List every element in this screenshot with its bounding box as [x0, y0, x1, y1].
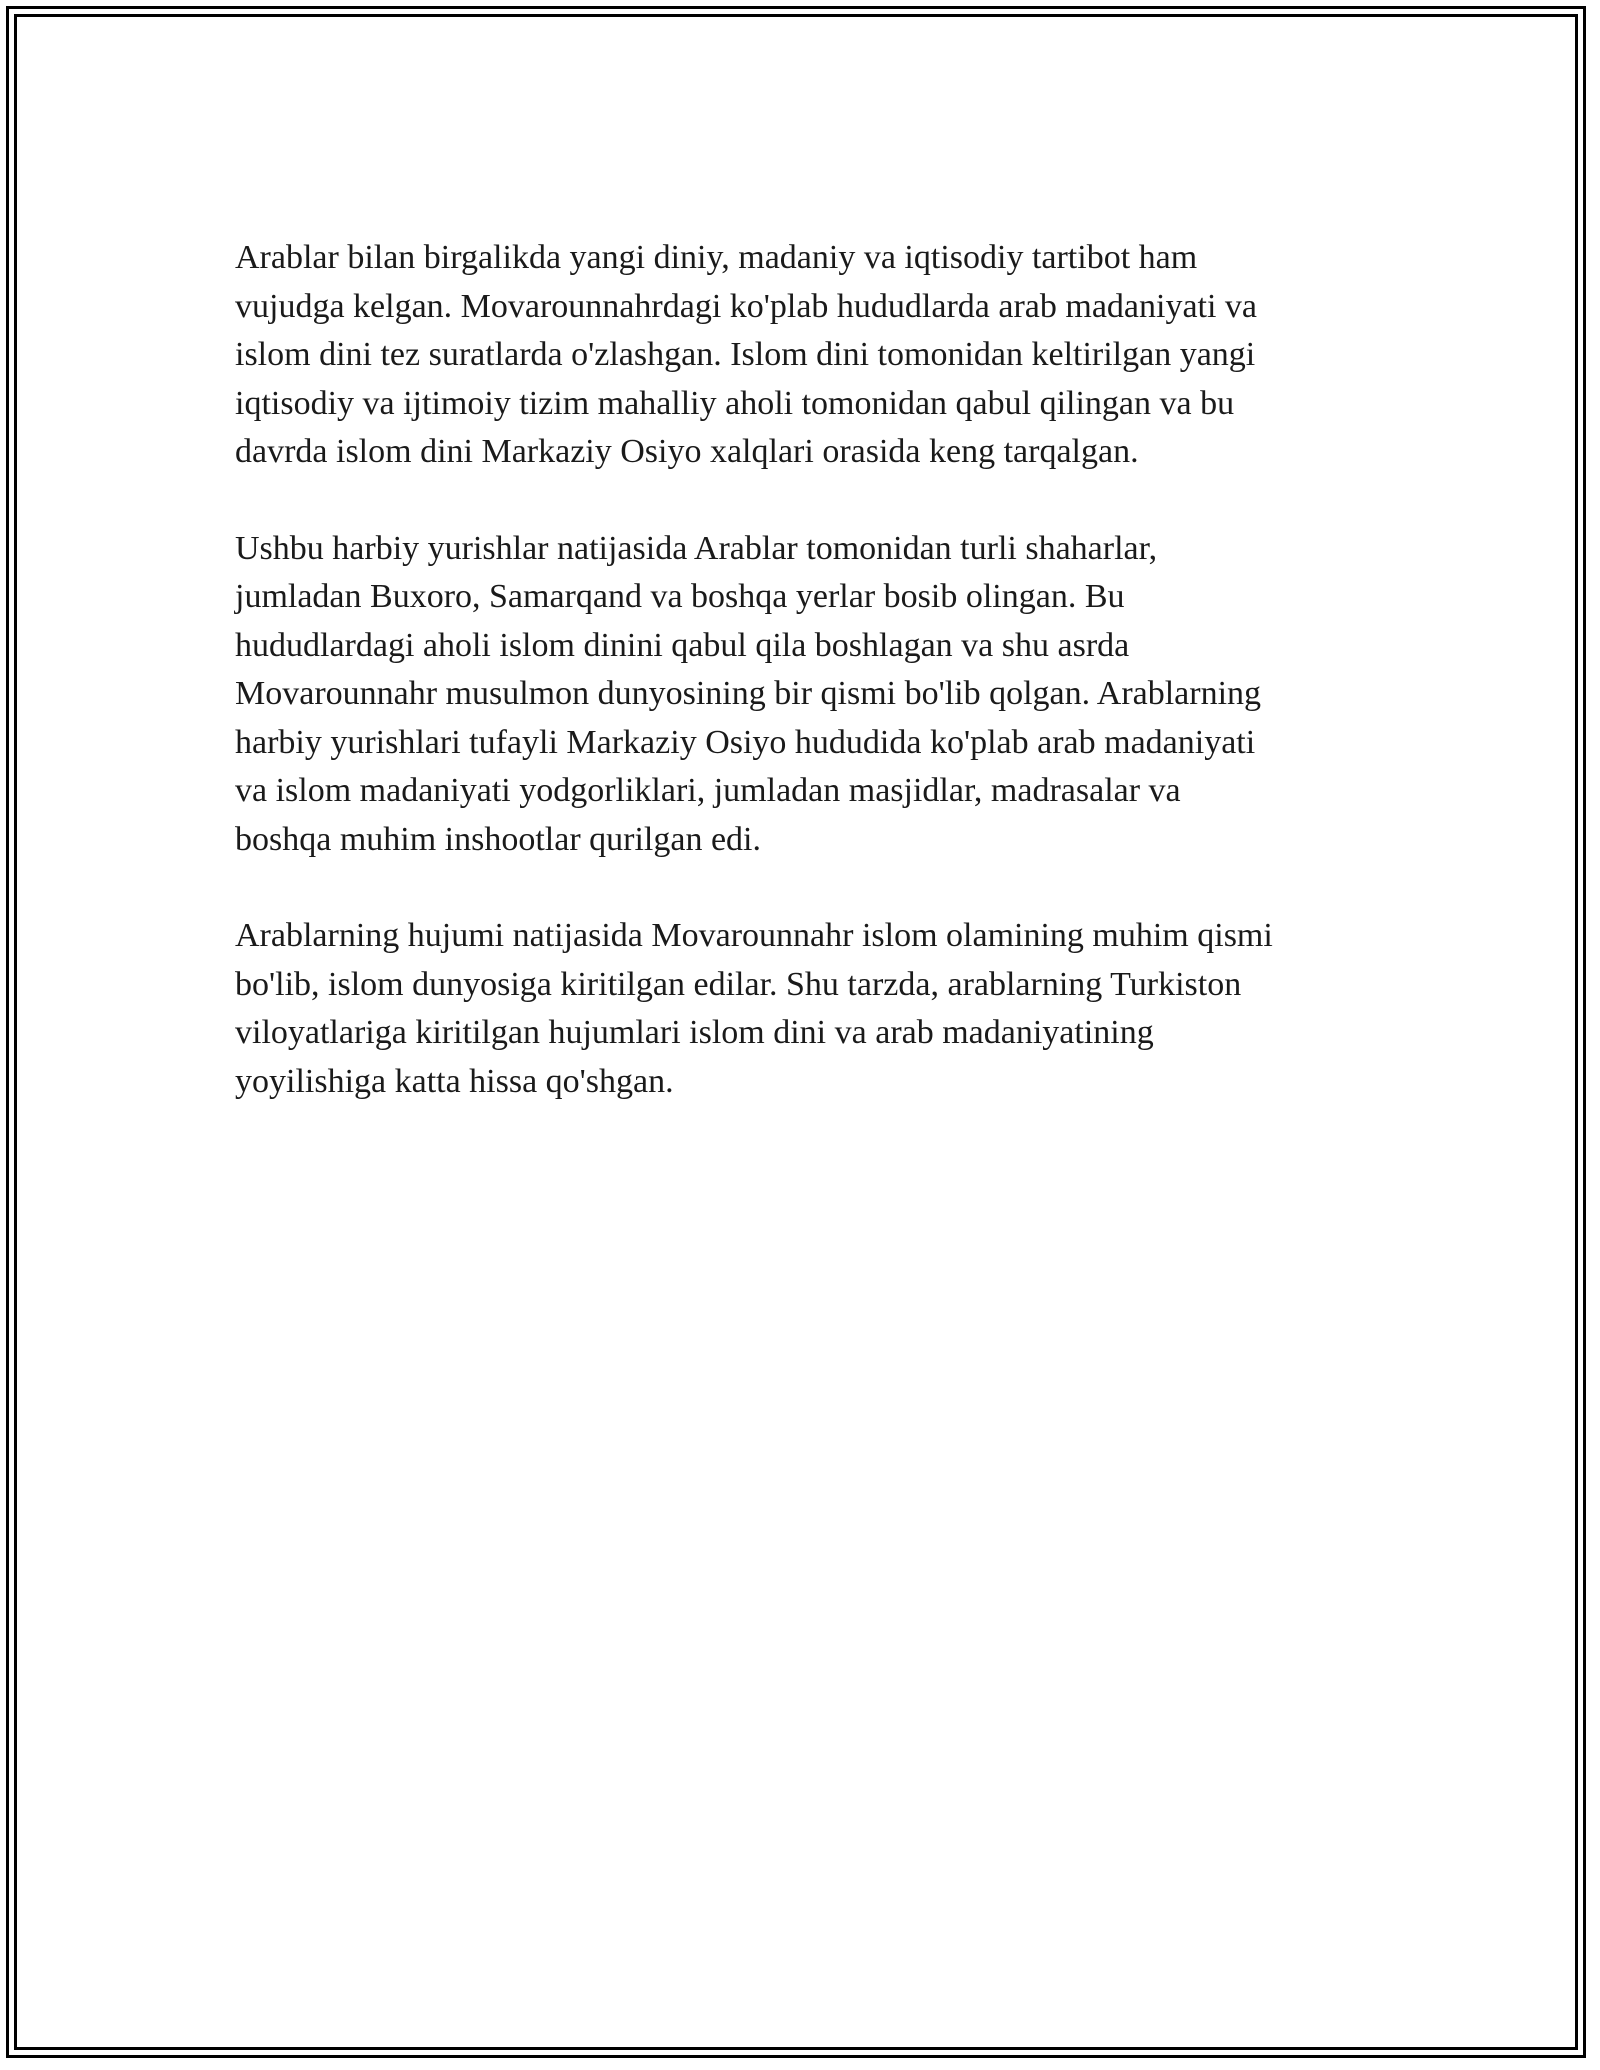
document-body — [235, 234, 1385, 1154]
paragraph-3: Arablarning hujumi natijasida Movarounnahr islom olamining muhim qismi bo'lib, islom dunyosiga kiritilgan edilar. Shu tarzda, arablarning Turkiston viloyatlariga kiritilgan hujumlari islom dini va arab madaniyatining yoyilishiga katta hissa qo'shgan. — [235, 917, 1273, 1100]
paragraph-2: Ushbu harbiy yurishlar natijasida Arablar tomonidan turli shaharlar, jumladan Buxoro, Samarqand va boshqa yerlar bosib olingan. Bu hududlardagi aholi islom dinini qabul qila boshlagan va shu asrda Movarounnahr musulmon dunyosining bir qismi bo'lib qolgan. Arablarning harbiy yurishlari tufayli Markaziy Osiyo hududida ko'plab arab madaniyati va islom madaniyati yodgorliklari, jumladan masjidlar, madrasalar va boshqa muhim inshootlar qurilgan edi. — [235, 529, 1262, 858]
paragraph-1: Arablar bilan birgalikda yangi diniy, madaniy va iqtisodiy tartibot ham vujudga kelgan. Movarounnahrdagi ko'plab hududlarda arab madaniyati va islom dini tez suratlarda o'zlashgan. Islom dini tomonidan keltirilgan yangi iqtisodiy va ijtimoiy tizim mahalliy aholi tomonidan qabul qilingan va bu davrda islom dini Markaziy Osiyo xalqlari orasida keng tarqalgan. — [235, 239, 1258, 470]
